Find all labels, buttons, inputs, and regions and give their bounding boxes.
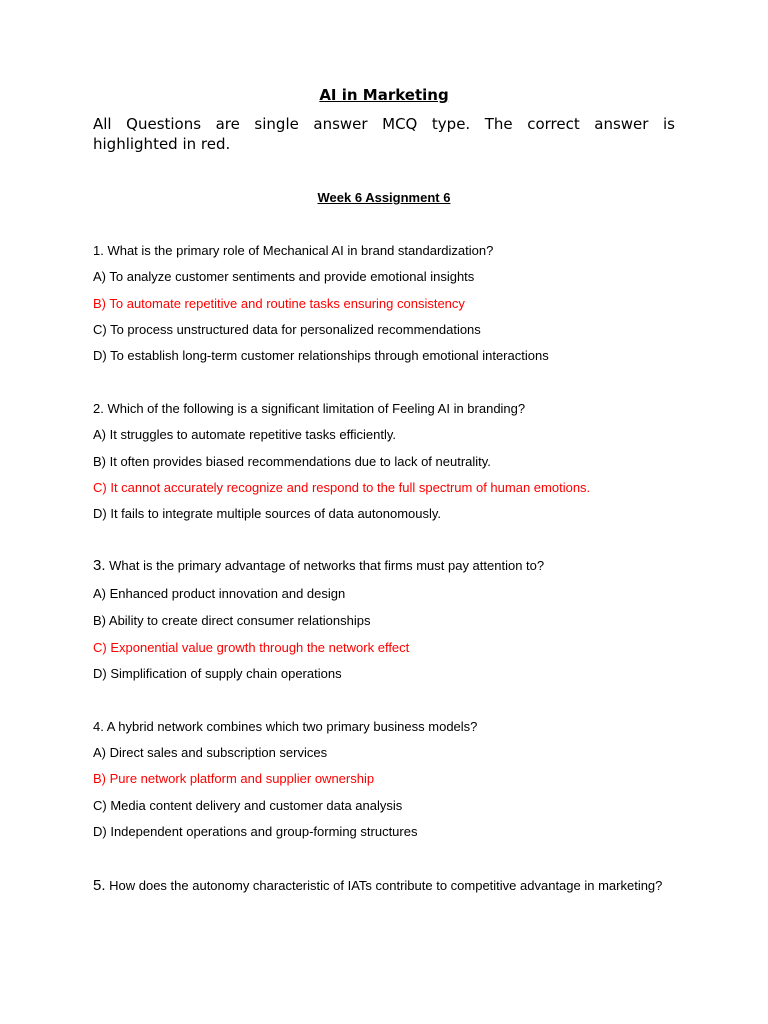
question-2-option-c-correct: C) It cannot accurately recognize and respond to the full spectrum of human emotions.	[93, 480, 591, 495]
intro-paragraph	[93, 114, 675, 154]
question-4-text: 4. A hybrid network combines which two primary business models?	[93, 719, 478, 734]
question-3-body: What is the primary advantage of networks that firms must pay attention to?	[105, 558, 545, 573]
question-3-number: 3.	[93, 557, 106, 574]
question-1-option-d: D) To establish long-term customer relationships through emotional interactions	[93, 348, 549, 363]
question-3-option-a: A) Enhanced product innovation and design	[93, 586, 346, 601]
question-1-text: 1. What is the primary role of Mechanical AI in brand standardization?	[93, 243, 494, 258]
document-title: AI in Marketing	[319, 86, 449, 104]
question-3-option-c-correct: C) Exponential value growth through the network effect	[93, 640, 410, 655]
question-1-option-b-correct: B) To automate repetitive and routine tasks ensuring consistency	[93, 296, 465, 311]
question-1-option-c: C) To process unstructured data for personalized recommendations	[93, 322, 481, 337]
question-1-option-a: A) To analyze customer sentiments and provide emotional insights	[93, 269, 475, 284]
intro-line-2: highlighted in red.	[93, 135, 231, 153]
question-2-option-b: B) It often provides biased recommendations due to lack of neutrality.	[93, 454, 491, 469]
question-2-text: 2. Which of the following is a significant limitation of Feeling AI in branding?	[93, 401, 526, 416]
question-2-option-d: D) It fails to integrate multiple sources of data autonomously.	[93, 506, 442, 521]
question-5-text	[93, 877, 675, 894]
question-4-option-b-correct: B) Pure network platform and supplier ownership	[93, 771, 375, 786]
question-3-option-d: D) Simplification of supply chain operations	[93, 666, 342, 681]
question-5-number: 5.	[93, 877, 106, 894]
assignment-heading: Week 6 Assignment 6	[317, 190, 451, 205]
question-2-option-a: A) It struggles to automate repetitive tasks efficiently.	[93, 427, 396, 442]
question-4-option-c: C) Media content delivery and customer data analysis	[93, 798, 403, 813]
question-3-option-b: B) Ability to create direct consumer relationships	[93, 613, 371, 628]
question-3-text	[93, 557, 675, 574]
question-4-option-a: A) Direct sales and subscription services	[93, 745, 328, 760]
intro-line-1: All Questions are single answer MCQ type. The correct answer is	[93, 115, 675, 133]
question-5-body: How does the autonomy characteristic of IATs contribute to competitive advantage in marketing?	[105, 878, 663, 893]
question-4-option-d: D) Independent operations and group-forming structures	[93, 824, 418, 839]
